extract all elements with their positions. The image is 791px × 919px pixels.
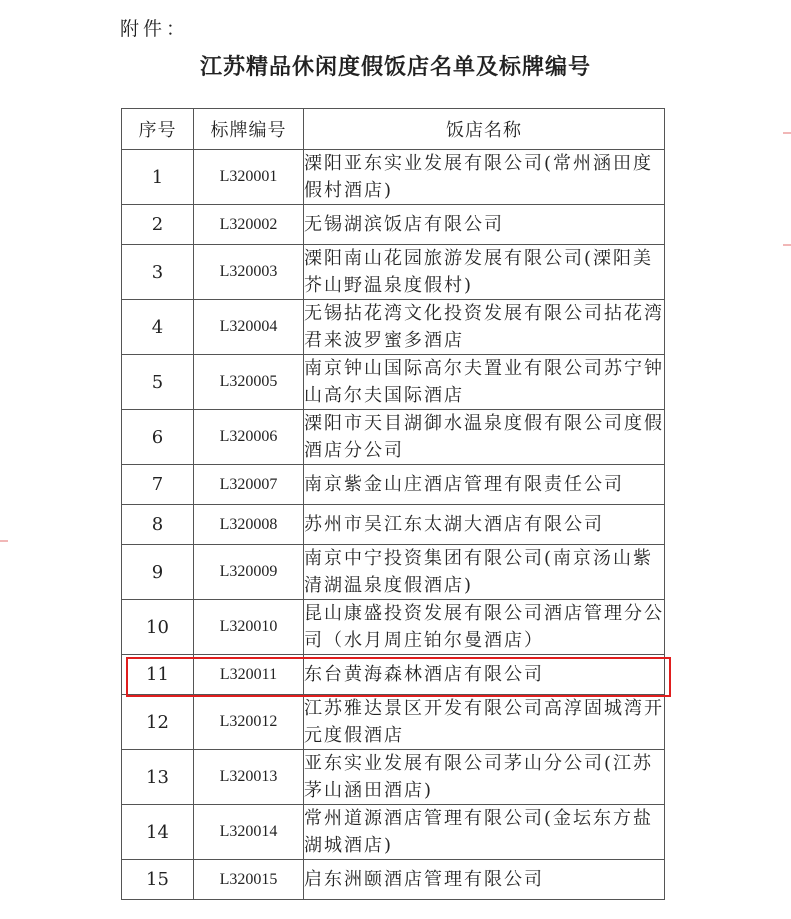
row-number: 9 — [122, 545, 194, 600]
row-hotel-name: 无锡拈花湾文化投资发展有限公司拈花湾君来波罗蜜多酒店 — [304, 300, 665, 355]
row-hotel-name: 启东洲颐酒店管理有限公司 — [304, 860, 665, 900]
row-plaque-code: L320009 — [194, 545, 304, 600]
row-plaque-code: L320005 — [194, 355, 304, 410]
row-hotel-name: 溧阳亚东实业发展有限公司(常州涵田度假村酒店) — [304, 150, 665, 205]
row-hotel-name: 无锡湖滨饭店有限公司 — [304, 205, 665, 245]
row-plaque-code: L320010 — [194, 600, 304, 655]
row-hotel-name: 苏州市吴江东太湖大酒店有限公司 — [304, 505, 665, 545]
attachment-label: 附件： — [120, 18, 190, 40]
row-number: 15 — [122, 860, 194, 900]
row-number: 13 — [122, 750, 194, 805]
row-plaque-code: L320002 — [194, 205, 304, 245]
row-plaque-code: L320004 — [194, 300, 304, 355]
table-row — [122, 355, 665, 410]
row-hotel-name: 溧阳南山花园旅游发展有限公司(溧阳美芥山野温泉度假村) — [304, 245, 665, 300]
table-row — [122, 695, 665, 750]
row-number: 4 — [122, 300, 194, 355]
row-plaque-code: L320011 — [194, 655, 304, 695]
table-row — [122, 245, 665, 300]
row-plaque-code: L320007 — [194, 465, 304, 505]
row-number: 7 — [122, 465, 194, 505]
row-plaque-code: L320006 — [194, 410, 304, 465]
table-row — [122, 860, 665, 900]
row-hotel-name: 常州道源酒店管理有限公司(金坛东方盐湖城酒店) — [304, 805, 665, 860]
header-hotel-name: 饭店名称 — [304, 109, 665, 150]
table-header-row — [122, 109, 665, 150]
table-row — [122, 205, 665, 245]
row-number: 2 — [122, 205, 194, 245]
row-number: 10 — [122, 600, 194, 655]
row-hotel-name: 南京中宁投资集团有限公司(南京汤山紫清湖温泉度假酒店) — [304, 545, 665, 600]
row-hotel-name: 南京钟山国际高尔夫置业有限公司苏宁钟山高尔夫国际酒店 — [304, 355, 665, 410]
row-plaque-code: L320013 — [194, 750, 304, 805]
table-row — [122, 505, 665, 545]
header-serial-number: 序号 — [122, 109, 194, 150]
row-hotel-name: 东台黄海森林酒店有限公司 — [304, 655, 665, 695]
row-number: 5 — [122, 355, 194, 410]
table-row — [122, 600, 665, 655]
row-number: 8 — [122, 505, 194, 545]
table-row-highlighted — [122, 655, 665, 695]
table-row — [122, 545, 665, 600]
row-hotel-name: 溧阳市天目湖御水温泉度假有限公司度假酒店分公司 — [304, 410, 665, 465]
table-row — [122, 410, 665, 465]
scan-edge-mark — [783, 132, 791, 134]
row-number: 11 — [122, 655, 194, 695]
table-row — [122, 150, 665, 205]
row-number: 3 — [122, 245, 194, 300]
row-number: 12 — [122, 695, 194, 750]
row-plaque-code: L320015 — [194, 860, 304, 900]
row-hotel-name: 亚东实业发展有限公司茅山分公司(江苏茅山涵田酒店) — [304, 750, 665, 805]
scan-edge-mark — [0, 540, 8, 542]
row-number: 14 — [122, 805, 194, 860]
row-hotel-name: 南京紫金山庄酒店管理有限责任公司 — [304, 465, 665, 505]
table-row — [122, 805, 665, 860]
table-row — [122, 300, 665, 355]
row-number: 1 — [122, 150, 194, 205]
row-plaque-code: L320014 — [194, 805, 304, 860]
row-number: 6 — [122, 410, 194, 465]
row-plaque-code: L320003 — [194, 245, 304, 300]
row-plaque-code: L320001 — [194, 150, 304, 205]
row-plaque-code: L320008 — [194, 505, 304, 545]
header-plaque-code: 标牌编号 — [194, 109, 304, 150]
hotel-table — [121, 108, 665, 900]
row-hotel-name: 江苏雅达景区开发有限公司高淳固城湾开元度假酒店 — [304, 695, 665, 750]
table-row — [122, 750, 665, 805]
document-title: 江苏精品休闲度假饭店名单及标牌编号 — [199, 54, 591, 80]
table-row — [122, 465, 665, 505]
row-hotel-name: 昆山康盛投资发展有限公司酒店管理分公司（水月周庄铂尔曼酒店） — [304, 600, 665, 655]
scan-edge-mark — [783, 244, 791, 246]
row-plaque-code: L320012 — [194, 695, 304, 750]
